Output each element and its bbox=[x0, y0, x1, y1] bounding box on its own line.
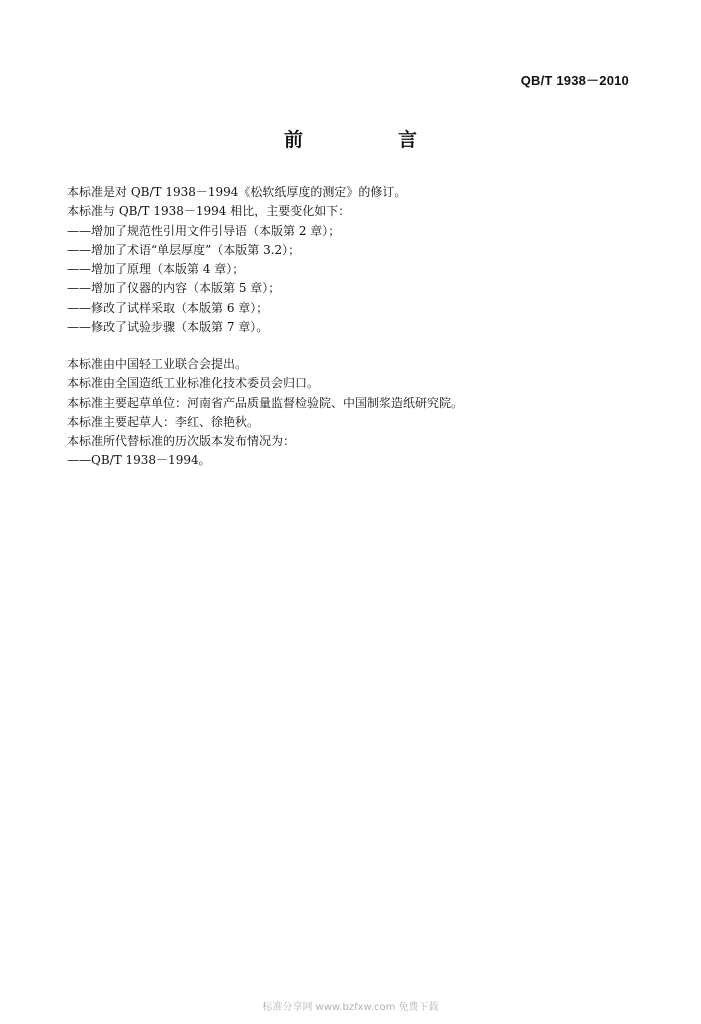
paragraph-line: 本标准由中国轻工业联合会提出。 bbox=[67, 357, 248, 371]
paragraph-line: 本标准是对 QB/T 1938－1994《松软纸厚度的测定》的修订。 bbox=[67, 185, 407, 199]
footer-watermark: 标准分享网 www.bzfxw.com 免费下载 bbox=[262, 1002, 439, 1013]
paragraph-line: 本标准由全国造纸工业标准化技术委员会归口。 bbox=[67, 376, 320, 391]
paragraph-line: 本标准所代替标准的历次版本发布情况为： bbox=[67, 434, 296, 449]
list-item: ——增加了原理（本版第 4 章）； bbox=[67, 262, 245, 277]
standard-info bbox=[67, 355, 647, 471]
list-item: ——增加了规范性引用文件引导语（本版第 2 章）； bbox=[67, 223, 341, 238]
list-item: ——增加了术语“单层厚度”（本版第 3.2）； bbox=[67, 242, 301, 257]
list-item: ——QB/T 1938－1994。 bbox=[67, 453, 211, 468]
paragraph-line: 本标准主要起草人：李红、徐艳秋。 bbox=[67, 414, 260, 429]
paragraph-line: 本标准与 QB/T 1938－1994 相比，主要变化如下： bbox=[67, 204, 351, 219]
list-item: ——修改了试验步骤（本版第 7 章）。 bbox=[67, 320, 269, 335]
list-item: ——增加了仪器的内容（本版第 5 章）； bbox=[67, 281, 281, 296]
list-item: ——修改了试样采取（本版第 6 章）； bbox=[67, 300, 269, 315]
standard-code: QB/T 1938－2010 bbox=[520, 73, 629, 88]
paragraph-line: 本标准主要起草单位：河南省产品质量监督检验院、中国制浆造纸研究院。 bbox=[67, 395, 464, 410]
page-title: 前 言 bbox=[283, 129, 455, 151]
revision-changes bbox=[67, 183, 647, 337]
